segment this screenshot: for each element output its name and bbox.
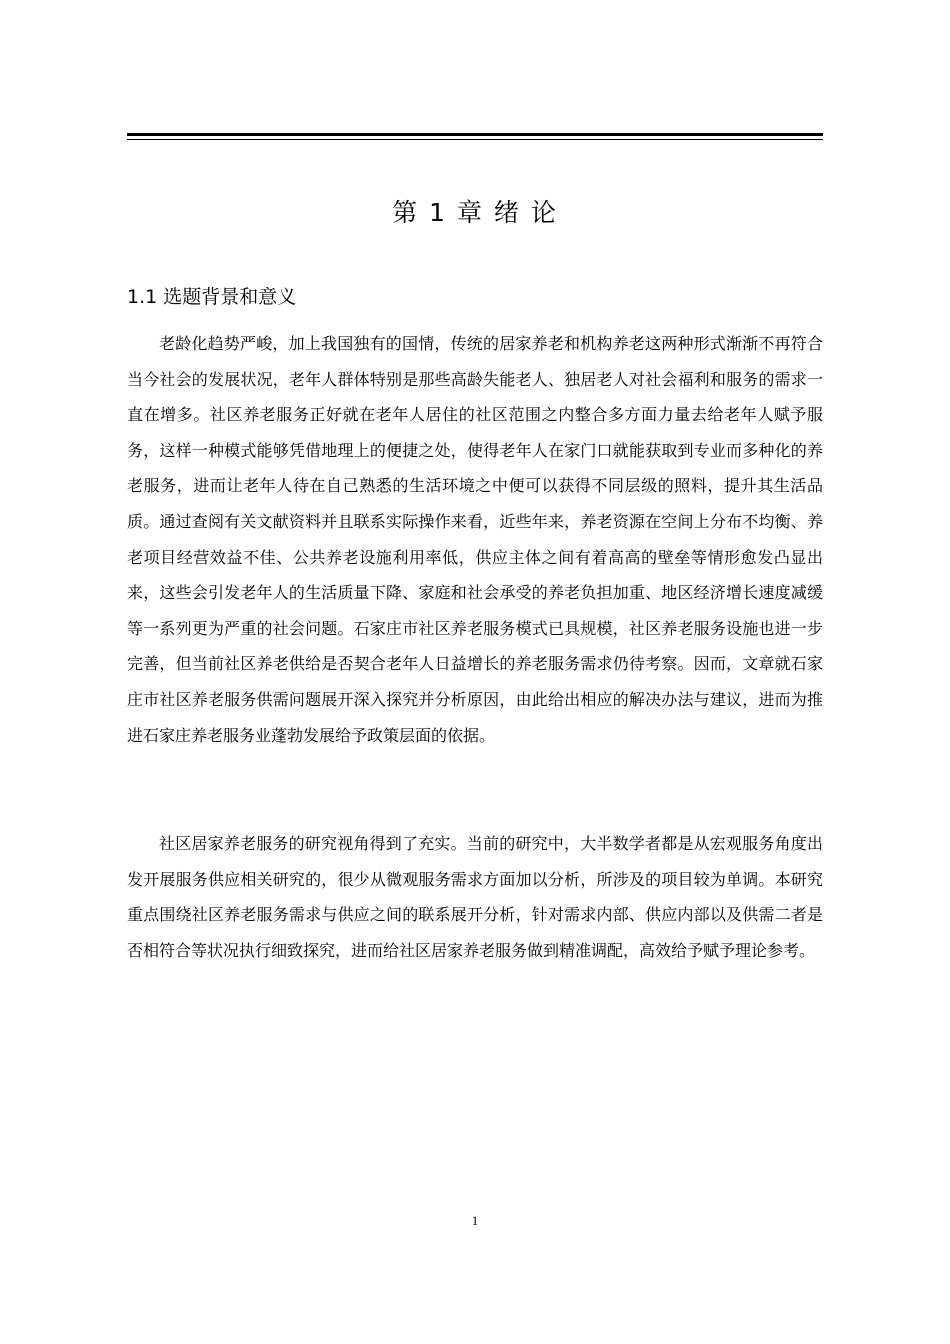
- header-rule-thick: [127, 133, 823, 136]
- chapter-title: 第 1 章 绪 论: [392, 198, 558, 227]
- page-number: 1: [471, 1213, 479, 1228]
- section-heading: 1.1 选题背景和意义: [127, 286, 297, 308]
- body-paragraph-1-block: [127, 326, 823, 753]
- body-paragraph-2-block: [127, 826, 823, 968]
- header-rule-thin: [127, 139, 823, 140]
- body-paragraph: 社区居家养老服务的研究视角得到了充实。当前的研究中，大半数学者都是从宏观服务角度出发开展服务供应相关研究的，很少从微观服务需求方面加以分析，所涉及的项目较为单调。本研究重点围绕社区养老服务需求与供应之间的联系展开分析，针对需求内部、供应内部以及供需二者是否相符合等状况执行细致探究，进而给社区居家养老服务做到精准调配，高效给予赋予理论参考。: [127, 834, 823, 960]
- body-paragraph: 老龄化趋势严峻，加上我国独有的国情，传统的居家养老和机构养老这两种形式渐渐不再符合当今社会的发展状况，老年人群体特别是那些高龄失能老人、独居老人对社会福利和服务的需求一直在增多。社区养老服务正好就在老年人居住的社区范围之内整合多方面力量去给老年人赋予服务，这样一种模式能够凭借地理上的便捷之处，使得老年人在家门口就能获取到专业而多种化的养老服务，进而让老年人待在自己熟悉的生活环境之中便可以获得不同层级的照料，提升其生活品质。通过查阅有关文献资料并且联系实际操作来看，近些年来，养老资源在空间上分布不均衡、养老项目经营效益不佳、公共养老设施利用率低，供应主体之间有着高高的壁垒等情形愈发凸显出来，这些会引发老年人的生活质量下降、家庭和社会承受的养老负担加重、地区经济增长速度减缓等一系列更为严重的社会问题。石家庄市社区养老服务模式已具规模，社区养老服务设施也进一步完善，但当前社区养老供给是否契合老年人日益增长的养老服务需求仍待考察。因而，文章就石家庄市社区养老服务供需问题展开深入探究并分析原因，由此给出相应的解决办法与建议，进而为推进石家庄养老服务业蓬勃发展给予政策层面的依据。: [127, 334, 823, 745]
